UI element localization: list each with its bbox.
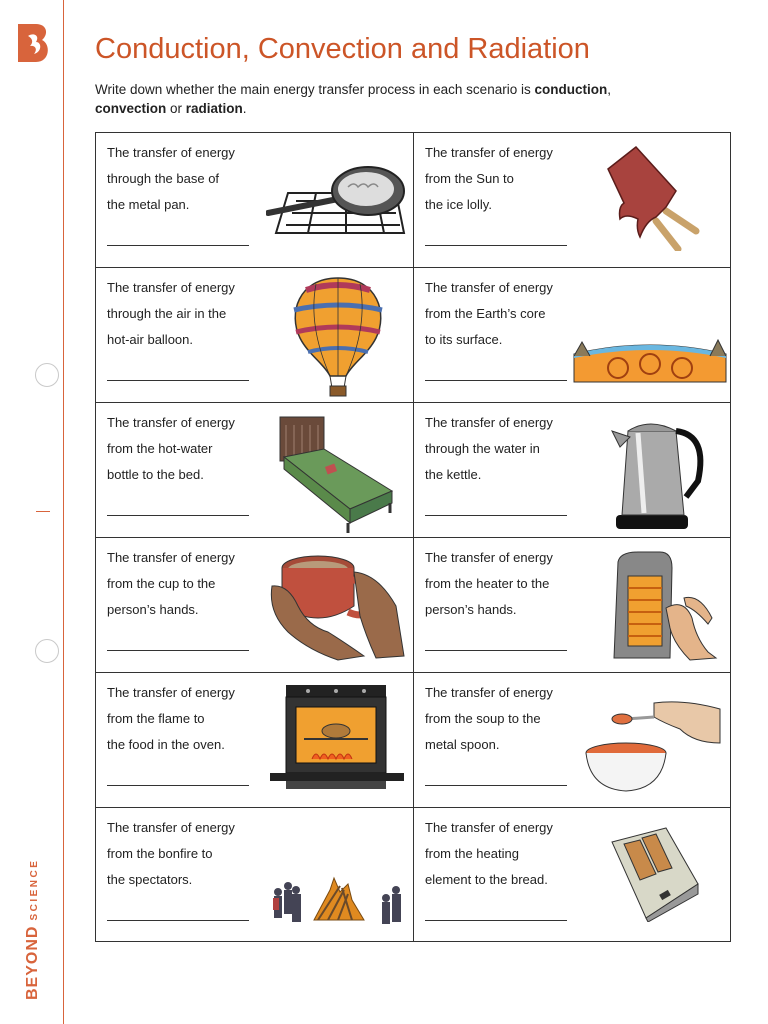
term-conduction: conduction	[534, 82, 608, 97]
scenario-line: from the flame to	[107, 711, 205, 726]
answer-line[interactable]	[425, 920, 567, 921]
scenario-line: from the hot-water	[107, 441, 213, 456]
scenario-line: the metal pan.	[107, 197, 190, 212]
heater-icon	[604, 548, 720, 666]
scenario-cell-soup	[414, 673, 732, 808]
answer-line[interactable]	[107, 650, 249, 651]
scenario-cell-earth	[414, 268, 732, 403]
answer-line[interactable]	[425, 515, 567, 516]
beyond-logo-icon	[14, 22, 52, 64]
binder-hole-bottom	[35, 639, 59, 663]
binder-hole-top	[35, 363, 59, 387]
scenario-line: from the cup to the	[107, 576, 216, 591]
scenario-line: person’s hands.	[425, 602, 517, 617]
instructions-text: Write down whether the main energy transfer process in each scenario is	[95, 82, 535, 97]
brand-wordmark	[24, 859, 42, 1000]
toaster-icon	[610, 822, 702, 922]
ice-lolly-icon	[596, 141, 706, 251]
scenario-cell-heater	[414, 538, 732, 673]
scenario-line: bottle to the bed.	[107, 467, 204, 482]
scenario-line: The transfer of energy	[425, 145, 553, 160]
scenario-line: The transfer of energy	[107, 550, 235, 565]
brand-tagline: SCIENCE	[29, 858, 40, 921]
scenario-line: from the heating	[425, 846, 519, 861]
answer-line[interactable]	[425, 245, 567, 246]
instructions-period: .	[242, 101, 247, 116]
scenario-line: through the water in	[425, 441, 540, 456]
scenario-line: the ice lolly.	[425, 197, 492, 212]
margin-line	[63, 0, 64, 1024]
scenario-line: through the air in the	[107, 306, 227, 321]
scenario-cell-balloon	[96, 268, 414, 403]
scenario-table	[95, 132, 731, 942]
answer-line[interactable]	[107, 245, 249, 246]
answer-line[interactable]	[425, 785, 567, 786]
scenario-line: person’s hands.	[107, 602, 199, 617]
soup-spoon-icon	[584, 699, 724, 795]
answer-line[interactable]	[107, 515, 249, 516]
scenario-line: the kettle.	[425, 467, 482, 482]
scenario-line: The transfer of energy	[107, 685, 235, 700]
scenario-cell-toaster	[414, 808, 732, 943]
scenario-line: the food in the oven.	[107, 737, 225, 752]
bonfire-icon	[268, 870, 408, 932]
scenario-cell-pan	[96, 133, 414, 268]
scenario-line: The transfer of energy	[107, 280, 235, 295]
scenario-line: The transfer of energy	[107, 145, 235, 160]
term-convection: convection	[95, 101, 167, 116]
scenario-line: from the heater to the	[425, 576, 550, 591]
scenario-cell-oven	[96, 673, 414, 808]
scenario-line: from the soup to the	[425, 711, 541, 726]
scenario-cell-kettle	[414, 403, 732, 538]
scenario-line: from the Earth’s core	[425, 306, 546, 321]
answer-line[interactable]	[425, 380, 567, 381]
scenario-line: The transfer of energy	[425, 415, 553, 430]
scenario-line: to its surface.	[425, 332, 503, 347]
scenario-line: metal spoon.	[425, 737, 500, 752]
scenario-line: The transfer of energy	[425, 550, 553, 565]
brand-name: BEYOND	[24, 925, 41, 1000]
scenario-line: The transfer of energy	[425, 820, 553, 835]
scenario-line: The transfer of energy	[107, 415, 235, 430]
fold-mark	[36, 511, 50, 512]
answer-line[interactable]	[425, 650, 567, 651]
instructions-or: or	[166, 101, 186, 116]
scenario-cell-bed	[96, 403, 414, 538]
oven-icon	[268, 683, 406, 793]
bed-icon	[276, 413, 396, 535]
scenario-line: element to the bread.	[425, 872, 548, 887]
scenario-line: from the Sun to	[425, 171, 514, 186]
scenario-line: from the bonfire to	[107, 846, 213, 861]
scenario-line: the spectators.	[107, 872, 193, 887]
instructions	[95, 80, 731, 118]
answer-line[interactable]	[107, 920, 249, 921]
scenario-cell-ice-lolly	[414, 133, 732, 268]
scenario-line: The transfer of energy	[425, 280, 553, 295]
scenario-cell-bonfire	[96, 808, 414, 943]
scenario-line: The transfer of energy	[425, 685, 553, 700]
earth-mantle-icon	[572, 334, 728, 386]
scenario-line: through the base of	[107, 171, 220, 186]
scenario-line: hot-air balloon.	[107, 332, 193, 347]
page-title: Conduction, Convection and Radiation	[95, 33, 590, 65]
term-radiation: radiation	[185, 101, 243, 116]
hot-air-balloon-icon	[286, 276, 390, 398]
scenario-line: The transfer of energy	[107, 820, 235, 835]
pan-on-stove-icon	[266, 163, 406, 238]
cup-in-hands-icon	[268, 546, 406, 662]
answer-line[interactable]	[107, 785, 249, 786]
kettle-icon	[610, 411, 710, 533]
answer-line[interactable]	[107, 380, 249, 381]
instructions-comma: ,	[607, 82, 611, 97]
scenario-cell-cup	[96, 538, 414, 673]
